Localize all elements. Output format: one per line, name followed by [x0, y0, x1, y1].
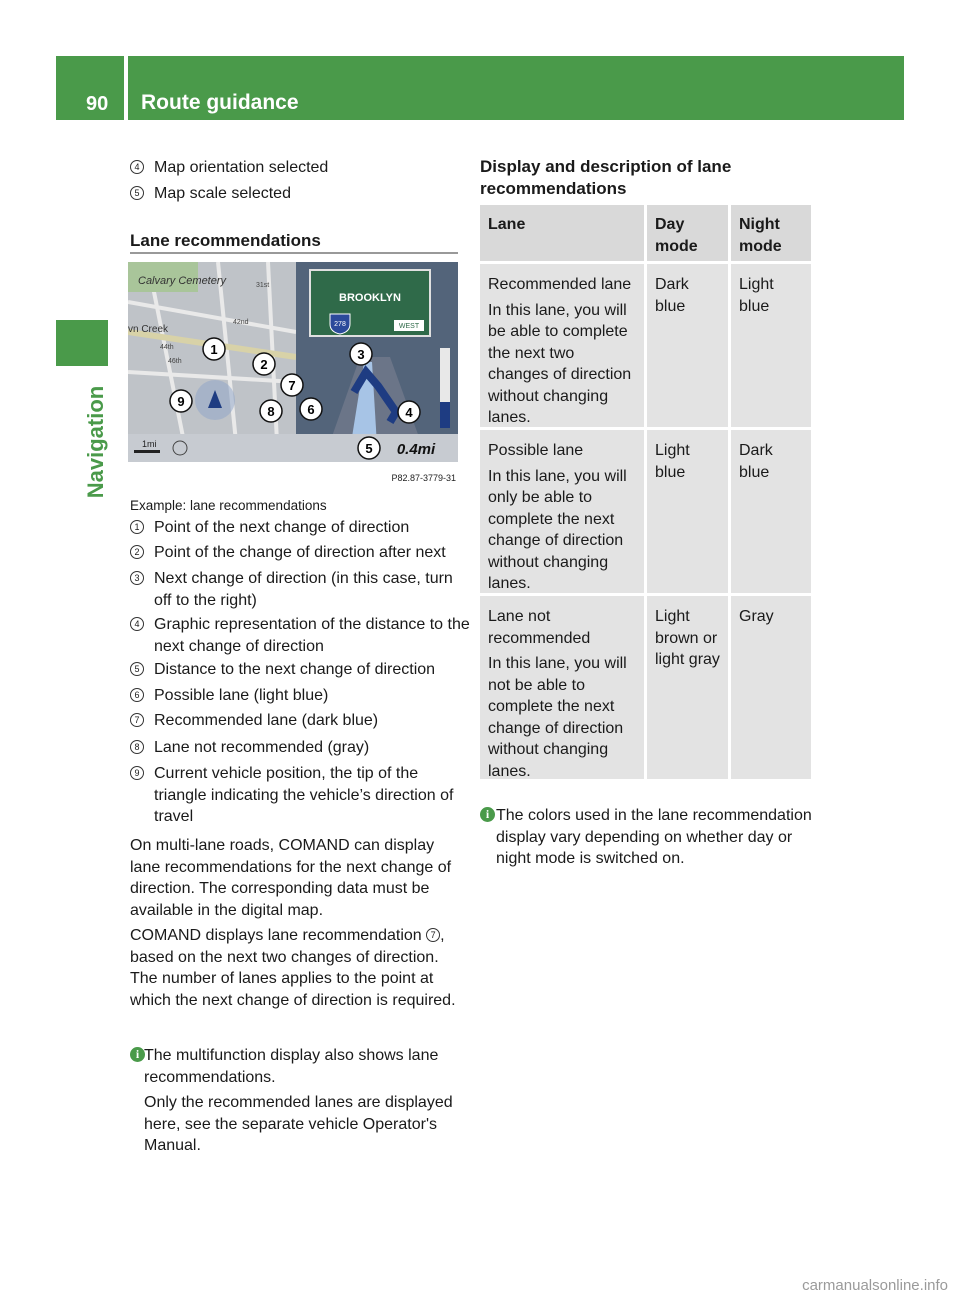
callout-5: 5: [130, 662, 144, 676]
lane-map-figure: [128, 262, 458, 489]
legend-item: 9 Current vehicle position, the tip of the triangle indicating the vehicle’s direction of travel: [130, 763, 470, 828]
street-label: 42nd: [233, 319, 249, 326]
svg-text:3: 3: [357, 347, 365, 362]
section-title: Route guidance: [141, 91, 299, 114]
legend-item: 5 Distance to the next change of direction: [130, 659, 470, 681]
lane-table: [480, 205, 811, 782]
sign-brooklyn: BROOKLYN: [339, 292, 401, 304]
table-row: Possible lane In this lane, you will only be able to complete the next change of direction without changing lanes. Light blue Dark blue: [480, 430, 811, 593]
map-creek-label: vn Creek: [128, 324, 169, 335]
figure-callout-1: [203, 338, 225, 360]
legend-item: 3 Next change of direction (in this case, turn off to the right): [130, 568, 470, 611]
figure-callout-7: [281, 374, 303, 396]
list-item: 4 Map orientation selected: [130, 157, 470, 179]
sign-direction: WEST: [398, 323, 420, 330]
sidebar-tab: [56, 320, 108, 366]
legend-item: 8 Lane not recommended (gray): [130, 737, 470, 759]
callout-5: 5: [130, 186, 144, 200]
street-label: 44th: [160, 344, 174, 351]
header-day: Day mode: [655, 216, 698, 255]
info-note: i The multifunction display also shows lane recommendations. Only the recommended lanes are displayed here, see the separate vehicle Operator's Manual.: [130, 1045, 464, 1157]
header-lane: Lane: [488, 216, 526, 233]
callout-3: 3: [130, 571, 144, 585]
paragraph: On multi-lane roads, COMAND can display lane recommendations for the next change of direction. The corresponding data must be available in the digital map.: [130, 837, 452, 919]
callout-4: 4: [130, 617, 144, 631]
svg-text:2: 2: [260, 357, 268, 372]
paragraph: COMAND displays lane recommendation 7 , based on the next two changes of direction. The number of lanes applies to the point at which the next change of direction is required.: [130, 927, 456, 1009]
table-row: Lane not recommended In this lane, you will not be able to complete the next change of direction without changing lanes. Light brown or light gray Gray: [480, 596, 811, 779]
figure-caption: Example: lane recommendations: [130, 498, 327, 513]
info-note: i The colors used in the lane recommendation display vary depending on whether day or night mode is switched on.: [480, 805, 812, 870]
info-icon: i: [130, 1047, 145, 1062]
legend-item: 6 Possible lane (light blue): [130, 685, 470, 707]
svg-text:1: 1: [210, 342, 218, 357]
figure-callout-5: [358, 437, 380, 459]
figure-callout-2: [253, 353, 275, 375]
legend-item: 7 Recommended lane (dark blue): [130, 710, 470, 732]
table-row: Recommended lane In this lane, you will be able to complete the next two changes of direction without changing lanes. Dark blue Light blue: [480, 264, 811, 427]
svg-text:9: 9: [177, 394, 185, 409]
callout-8: 8: [130, 740, 144, 754]
legend-item: 1 Point of the next change of direction: [130, 517, 470, 539]
map-cemetery-label: Calvary Cemetery: [138, 275, 227, 287]
street-label: 31st: [256, 282, 270, 289]
table-title: Display and description of lane recommendations: [480, 157, 732, 198]
figure-callout-9: [170, 390, 192, 412]
svg-text:6: 6: [307, 402, 315, 417]
svg-text:8: 8: [267, 404, 275, 419]
sidebar-label: Navigation: [83, 385, 108, 499]
callout-4: 4: [130, 160, 144, 174]
svg-text:4: 4: [405, 405, 413, 420]
distance-label: 0.4mi: [396, 441, 436, 458]
svg-text:7: 7: [288, 378, 296, 393]
callout-2: 2: [130, 545, 144, 559]
table-header: [480, 205, 811, 261]
list-item: 5 Map scale selected: [130, 183, 470, 205]
callout-7: 7: [130, 713, 144, 727]
street-label: 46th: [168, 358, 182, 365]
info-icon: i: [480, 807, 495, 822]
figure-callout-4: [398, 401, 420, 423]
legend-item: 4 Graphic representation of the distance to the next change of direction: [130, 614, 470, 657]
legend-item: 2 Point of the change of direction after next: [130, 542, 470, 564]
sign-route: 278: [334, 321, 346, 328]
svg-text:5: 5: [365, 441, 373, 456]
heading-rule: [130, 252, 458, 254]
header-night: Night mode: [739, 216, 782, 255]
callout-6: 6: [130, 688, 144, 702]
callout-7: 7: [426, 928, 440, 942]
section-heading: Lane recommendations: [130, 231, 321, 250]
page-number: 90: [86, 93, 109, 115]
figure-code: P82.87-3779-31: [391, 473, 456, 483]
callout-9: 9: [130, 766, 144, 780]
figure-callout-3: [350, 343, 372, 365]
figure-callout-6: [300, 398, 322, 420]
scale-label: 1mi: [142, 439, 157, 449]
figure-callout-8: [260, 400, 282, 422]
callout-1: 1: [130, 520, 144, 534]
watermark: carmanualsonline.info: [802, 1277, 948, 1294]
